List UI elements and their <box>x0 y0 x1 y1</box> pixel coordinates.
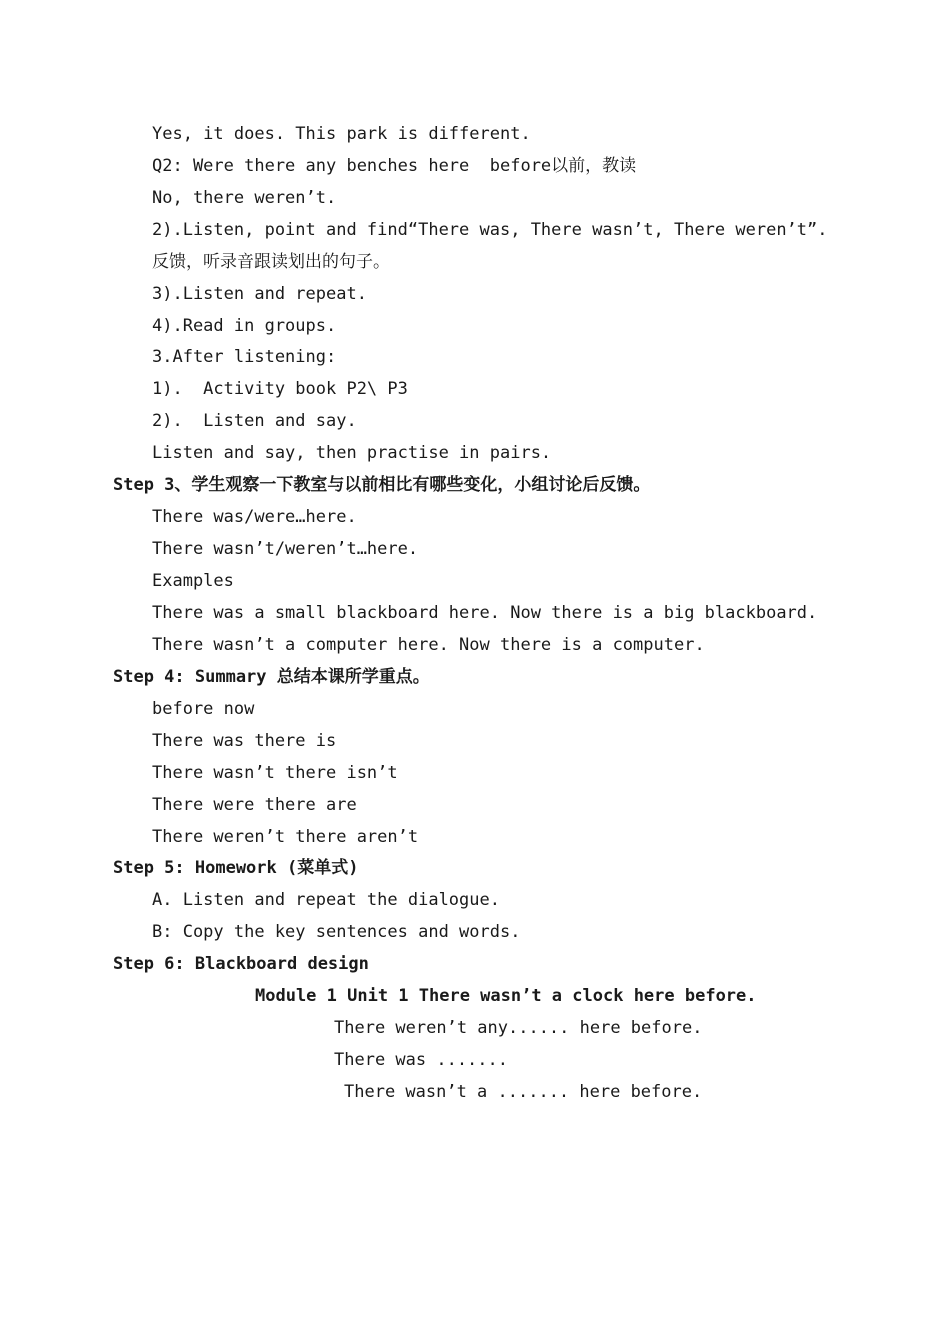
step-heading: Step 3、学生观察一下教室与以前相比有哪些变化，小组讨论后反馈。 <box>113 475 651 495</box>
step-heading: Step 5: Homework (菜单式) <box>113 858 359 878</box>
blackboard-line: There was ....... <box>334 1050 508 1070</box>
instruction-line: 反馈，听录音跟读划出的句子。 <box>152 252 390 272</box>
instruction-line: Listen and say, then practise in pairs. <box>152 443 552 463</box>
answer-line: Yes, it does. This park is different. <box>152 124 531 144</box>
instruction-line: 2).Listen, point and find“There was, There wasn’t, There weren’t”. <box>152 220 828 240</box>
summary-line: before now <box>152 699 255 719</box>
answer-line: No, there weren’t. <box>152 188 337 208</box>
instruction-line: 3).Listen and repeat. <box>152 284 367 304</box>
blackboard-line: There wasn’t a ....... here before. <box>344 1082 703 1102</box>
question-line: Q2: Were there any benches here before以前，教读 <box>152 156 637 176</box>
summary-line: There was there is <box>152 731 337 751</box>
homework-line: B: Copy the key sentences and words. <box>152 922 521 942</box>
instruction-line: 2). Listen and say. <box>152 411 357 431</box>
pattern-line: There was/were…here. <box>152 507 357 527</box>
blackboard-title: Module 1 Unit 1 There wasn’t a clock here before. <box>255 986 757 1006</box>
section-line: 3.After listening: <box>152 347 337 367</box>
summary-line: There were there are <box>152 795 357 815</box>
step-heading: Step 6: Blackboard design <box>113 954 369 974</box>
examples-label: Examples <box>152 571 234 591</box>
instruction-line: 1). Activity book P2\ P3 <box>152 379 408 399</box>
example-line: There was a small blackboard here. Now there is a big blackboard. <box>152 603 818 623</box>
summary-line: There weren’t there aren’t <box>152 827 419 847</box>
example-line: There wasn’t a computer here. Now there is a computer. <box>152 635 705 655</box>
pattern-line: There wasn’t/weren’t…here. <box>152 539 419 559</box>
blackboard-line: There weren’t any...... here before. <box>334 1018 703 1038</box>
instruction-line: 4).Read in groups. <box>152 316 337 336</box>
summary-line: There wasn’t there isn’t <box>152 763 398 783</box>
homework-line: A. Listen and repeat the dialogue. <box>152 890 500 910</box>
step-heading: Step 4: Summary 总结本课所学重点。 <box>113 667 430 687</box>
